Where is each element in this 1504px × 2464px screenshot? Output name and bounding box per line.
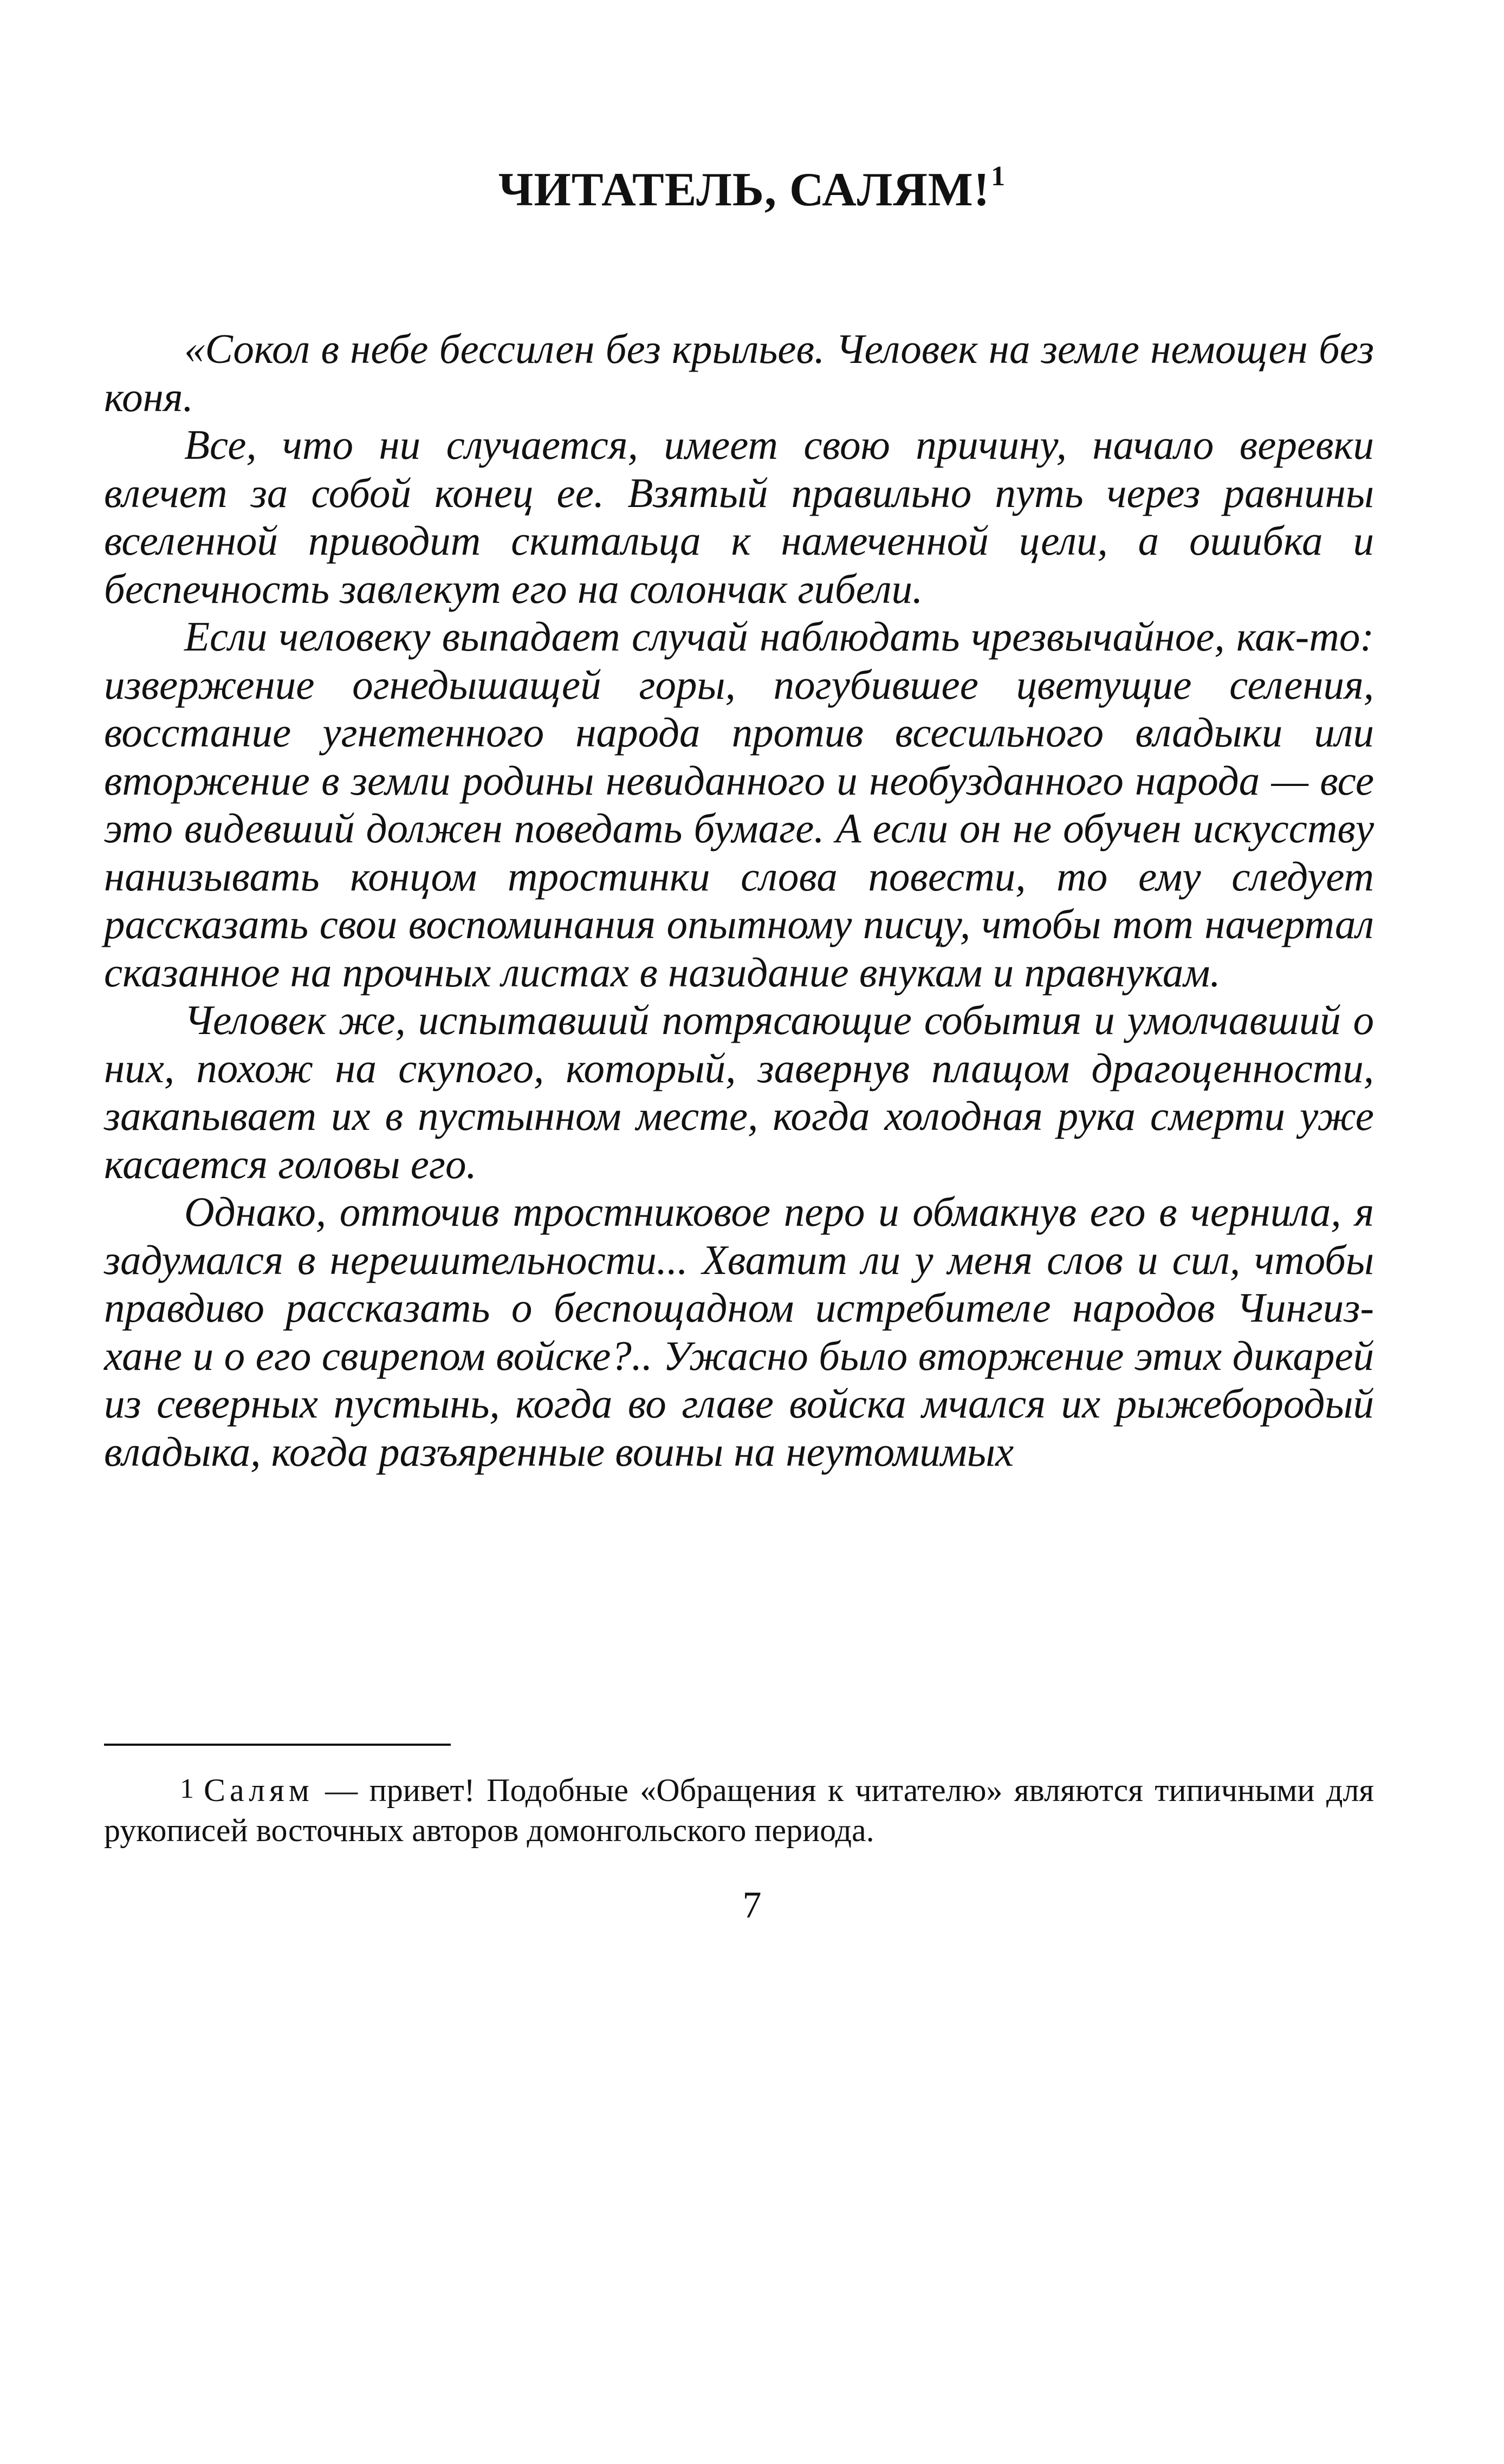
body-text bbox=[104, 325, 1374, 1475]
title-footnote-ref: 1 bbox=[991, 161, 1006, 192]
paragraph-5: Однако, отточив тростниковое перо и обмакнув его в чернила, я задумался в нерешительности... Хватит ли у меня слов и сил, чтобы правдиво рассказать о беспощадном истребителе народов Чингиз-хане и о его свирепом войске?.. Ужасно было вторжение этих дикарей из северных пустынь, когда во главе войска мчался их рыжебородый владыка, когда разъяренные воины на неутомимых bbox=[104, 1188, 1374, 1475]
title-text: ЧИТАТЕЛЬ, САЛЯМ! bbox=[498, 164, 990, 216]
footnote-text: — привет! Подобные «Обращения к читателю» являются типичными для рукописей восточных авторов домонгольского периода. bbox=[104, 1772, 1375, 1848]
footnote-divider bbox=[104, 1744, 451, 1746]
footnote bbox=[104, 1770, 1374, 1850]
footnote-term: Салям bbox=[204, 1772, 314, 1808]
paragraph-3: Если человеку выпадает случай наблюдать чрезвычайное, как-то: извержение огнедышащей горы, погубившее цветущие селения, восстание угнетенного народа против всесильного владыки или вторжение в земли родины невиданного и необузданного народа — все это видевший должен поведать бумаге. А если он не обучен искусству нанизывать концом тростинки слова повести, то ему следует рассказать свои воспоминания опытному писцу, чтобы тот начертал сказанное на прочных листах в назидание внукам и правнукам. bbox=[104, 613, 1374, 996]
paragraph-1: «Сокол в небе бессилен без крыльев. Человек на земле немощен без коня. bbox=[104, 326, 1374, 420]
page-title bbox=[0, 162, 1504, 217]
page-number: 7 bbox=[742, 1884, 762, 1926]
paragraph-2: Все, что ни случается, имеет свою причину, начало веревки влечет за собой конец ее. Взятый правильно путь через равнины вселенной приводит скитальца к намеченной цели, а ошибка и беспечность завлекут его на солончак гибели. bbox=[104, 421, 1374, 612]
paragraph-4: Человек же, испытавший потрясающие события и умолчавший о них, похож на скупого, который, завернув плащом драгоценности, закапывает их в пустынном месте, когда холодная рука смерти уже касается головы его. bbox=[104, 997, 1374, 1187]
footnote-mark: 1 bbox=[180, 1773, 194, 1804]
